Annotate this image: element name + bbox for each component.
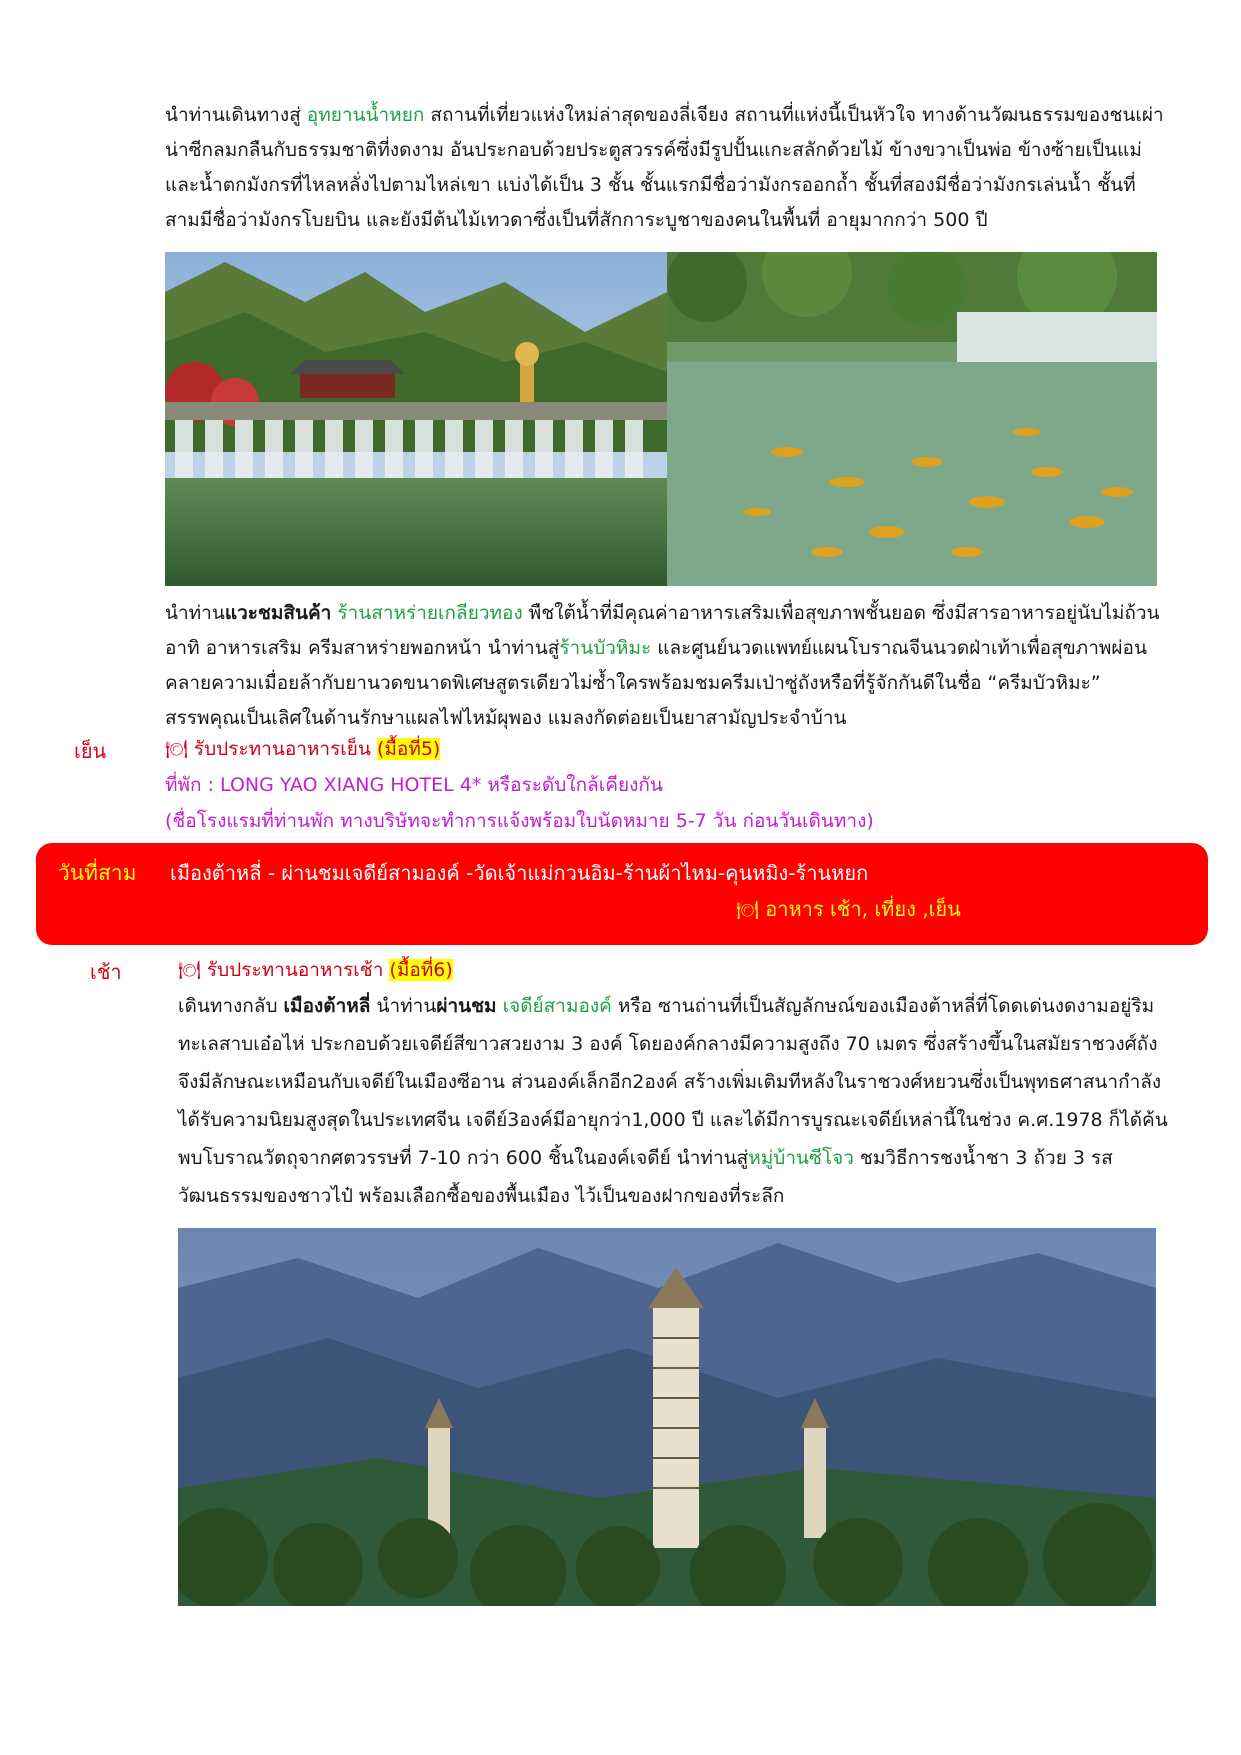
day-label: วันที่สาม [58,861,137,885]
meal-number-badge: (มื้อที่6) [389,959,453,981]
breakfast-label: เช้า [90,960,122,984]
three-pagodas-photo [178,1228,1156,1606]
plate-cutlery-icon: 🍽 [165,739,188,760]
three-pagodas-paragraph: เดินทางกลับ เมืองต้าหลี่ นำท่านผ่านชม เจดีย์สามองค์ หรือ ซานถ่านที่เป็นสัญลักษณ์ของเมืองต้าหลี่ที่โดดเด่นงดงามอยู่ริมทะเลสาบเอ๋อไห่ ประกอบด้วยเจดีย์สีขาวสวยงาม 3 องค์ โดยองค์กลางมีความสูงถึง 70 เมตร ซึ่งสร้างขึ้นในสมัยราชวงศ์ถัง จึงมีลักษณะเหมือนกับเจดีย์ในเมืองซีอาน ส่วนองค์เล็กอีก2องค์ สร้างเพิ่มเติมทีหลังในราชวงศ์หยวนซึ่งเป็นพุทธศาสนากำลังได้รับความนิยมสูงสุดในประเทศจีน เจดีย์3องค์มีอายุกว่า1,000 ปี และได้มีการบูรณะเจดีย์เหล่านี้ในช่วง ค.ศ.1978 ก็ได้ค้นพบโบราณวัตถุจากศตวรรษที่ 7-10 กว่า 600 ชิ้นในองค์เจดีย์ นำท่านสู่หมู่บ้านซีโจว ชมวิธีการชงน้ำชา 3 ถ้วย 3 รส วัฒนธรรมของชาวไป๋ พร้อมเลือกซื้อของพื้นเมือง ไว้เป็นของฝากของที่ระลึก [178,995,1168,1207]
shopping-paragraph: นำท่านแวะชมสินค้า ร้านสาหร่ายเกลียวทอง พืชใต้น้ำที่มีคุณค่าอาหารเสริมเพื่อสุขภาพชั้นยอด ซึ่งมีสารอาหารอยู่นับไม่ถ้วน อาทิ อาหารเสริม ครีมสาหร่ายพอกหน้า นำท่านสู่ร้านบัวหิมะ และศูนย์นวดแพทย์แผนโบราณจีนนวดฝ่าเท้าเพื่อสุขภาพผ่อนคลายความเมื่อยล้ากับยานวดขนาดพิเศษสูตรเดียวไม่ซ้ำใครพร้อมชมครีมเป่าซู่ถังหรือที่รู้จักกันดีในชื่อ “ครีมบัวหิมะ” สรรพคุณเป็นเลิศในด้านรักษาแผลไฟไหม้ผุพอง แมลงกัดต่อยเป็นยาสามัญประจำบ้าน [165,602,1160,729]
day-route: เมืองต้าหลี่ - ผ่านชมเจดีย์สามองค์ -วัดเจ้าแม่กวนอิม-ร้านผ้าไหม-คุนหมิง-ร้านหยก [170,861,869,885]
jade-park-fish-pond-photo [667,252,1157,586]
jade-park-waterfall-photo [165,252,667,586]
dinner-label: เย็น [74,739,107,763]
jade-water-park-name: อุทยานน้ำหยก [306,104,425,126]
xizhou-village-name: หมู่บ้านซีโจว [748,1147,854,1169]
plate-cutlery-icon: 🍽 [178,960,201,981]
day-meals: 🍽 อาหาร เช้า, เที่ยง ,เย็น [736,897,961,921]
jade-park-paragraph: นำท่านเดินทางสู่ อุทยานน้ำหยก สถานที่เที่ยวแห่งใหม่ล่าสุดของลี่เจียง สถานที่แห่งนี้เป็นหัวใจ ทางด้านวัฒนธรรมของชนเผ่าน่าซีกลมกลืนกับธรรมชาติที่งดงาม อันประกอบด้วยประตูสวรรค์ซึ่งมีรูปปั้นแกะสลักด้วยไม้ ข้างขวาเป็นพ่อ ข้างซ้ายเป็นแม่ และน้ำตกมังกรที่ไหลหลั่งไปตามไหล่เขา แบ่งได้เป็น 3 ชั้น ชั้นแรกมีชื่อว่ามังกรออกถ้ำ ชั้นที่สองมีชื่อว่ามังกรเล่นน้ำ ชั้นที่สามมีชื่อว่ามังกรโบยบิน และยังมีต้นไม้เทวดาซึ่งเป็นที่สักการะบูชาของคนในพื้นที่ อายุมากกว่า 500 ปี [165,104,1164,231]
meal-number-badge: (มื้อที่5) [376,738,441,760]
spirulina-shop-name: ร้านสาหร่ายเกลียวทอง [331,602,523,624]
day-three-banner [36,843,1208,945]
plate-cutlery-icon: 🍽 [736,900,759,921]
dinner-meal-line: 🍽 รับประทานอาหารเย็น (มื้อที่5) [165,738,441,760]
hotel-note: (ชื่อโรงแรมที่ท่านพัก ทางบริษัทจะทำการแจ้งพร้อมใบนัดหมาย 5-7 วัน ก่อนวันเดินทาง) [165,810,874,832]
breakfast-meal-line: 🍽 รับประทานอาหารเช้า (มื้อที่6) [178,959,453,981]
hotel-line: ที่พัก : LONG YAO XIANG HOTEL 4* หรือระดับใกล้เคียงกัน [165,774,663,796]
snow-lotus-shop-name: ร้านบัวหิมะ [559,637,652,659]
three-pagodas-name: เจดีย์สามองค์ [496,995,612,1017]
